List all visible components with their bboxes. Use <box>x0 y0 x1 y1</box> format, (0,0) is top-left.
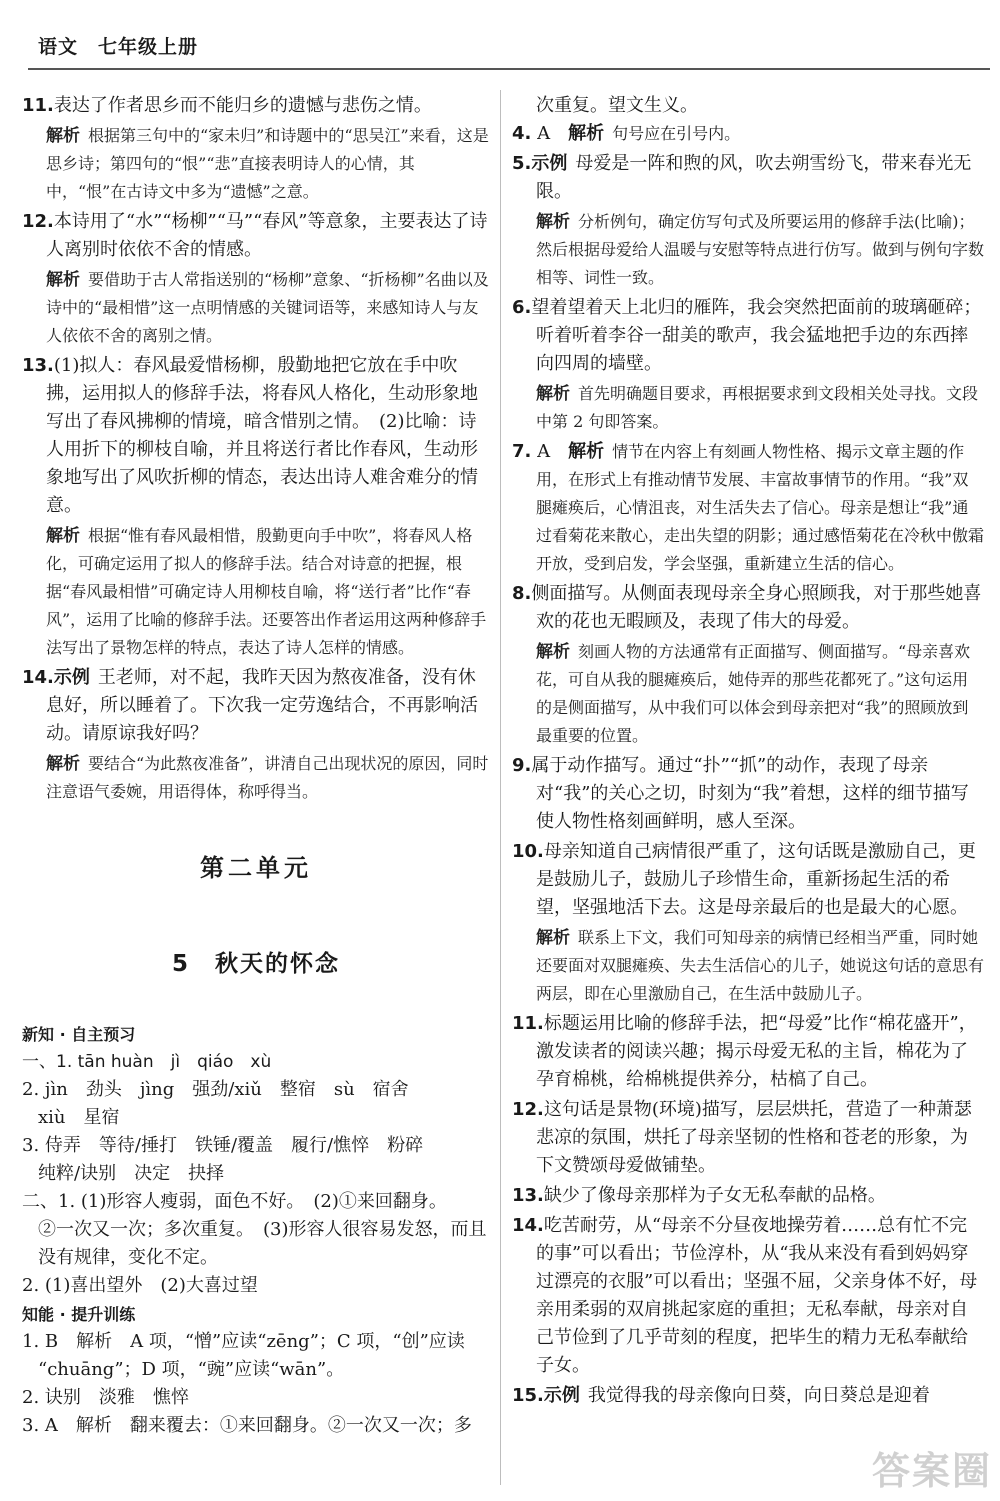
explanation-14: 解析 要结合“为此熬夜准备”，讲清自己出现状况的原因，同时注意语气委婉，用语得体，称呼得当。 <box>46 754 489 801</box>
header-title: 语文 七年级上册 <box>38 36 199 58</box>
preview-part2-item-1-cont: ②一次又一次；多次重复。 (3)形容人很容易发怒，而且没有规律，变化不定。 <box>38 1219 487 1268</box>
answer-13: 13.(1)拟人：春风最爱惜杨柳，殷勤地把它放在手中吹拂，运用拟人的修辞手法，将春风人格化，生动形象地写出了春风拂柳的情境，暗含惜别之情。 (2)比喻：诗人用折下的柳枝自喻，并且将送行者比作春风，生动形象地写出了风吹折柳的情态，表达出诗人难舍难分的情意。 <box>22 355 478 516</box>
watermark-logo <box>872 1440 992 1495</box>
training-item-3: 3. A 解析 翻来覆去：①来回翻身。②一次又一次；多 <box>22 1415 472 1436</box>
training-item-9: 9.属于动作描写。通过“扑”“抓”的动作，表现了母亲对“我”的关心之切，时刻为“我”着想，这样的细节描写使人物性格刻画鲜明，感人至深。 <box>512 755 969 832</box>
training-item-14: 14.吃苦耐劳，从“母亲不分昼夜地操劳着……总有忙不完的事”可以看出；节俭淳朴，从“我从来没有看到妈妈穿过漂亮的衣服”可以看出；坚强不屈，父亲身体不好，母亲用柔弱的双肩挑起家庭的重担；无私奉献，母亲对自己节俭到了几乎苛刻的程度，把毕生的精力无私奉献给子女。 <box>512 1215 978 1376</box>
right-column <box>512 92 984 1412</box>
answer-14: 14.示例 王老师，对不起，我昨天因为熬夜准备，没有休息好，所以睡着了。下次我一定劳逸结合，不再影响活动。请原谅我好吗？ <box>22 667 478 744</box>
preview-item-1: 一、1. tān huàn jì qiáo xù <box>22 1052 272 1072</box>
training-item-2: 2. 诀别 淡雅 憔悴 <box>22 1387 189 1408</box>
training-exp-6: 解析 首先明确题目要求，再根据要求到文段相关处寻找。文段中第 2 句即答案。 <box>536 384 979 431</box>
page-header <box>28 28 990 70</box>
training-exp-10: 解析 联系上下文，我们可知母亲的病情已经相当严重，同时她还要面对双腿瘫痪、失去生活信心的儿子，她说这句话的意思有两层，即在心里激励自己，在生活中鼓励儿子。 <box>536 928 985 1003</box>
training-item-12: 12.这句话是景物(环境)描写，层层烘托，营造了一种萧瑟悲凉的氛围，烘托了母亲坚韧的性格和苍老的形象，为下文赞颂母爱做铺垫。 <box>512 1099 972 1176</box>
answer-12: 12.本诗用了“水”“杨柳”“马”“春风”等意象，主要表达了诗人离别时依依不舍的情感。 <box>22 211 488 260</box>
training-item-5: 5.示例 母爱是一阵和煦的风，吹去朔雪纷飞，带来春光无限。 <box>512 153 972 202</box>
training-item-15: 15.示例 我觉得我的母亲像向日葵，向日葵总是迎着 <box>512 1385 930 1406</box>
training-item-10: 10.母亲知道自己病情很严重了，这句话既是激励自己，更是鼓励儿子，鼓励儿子珍惜生命，重新扬起生活的希望，坚强地活下去。这是母亲最后的也是最大的心愿。 <box>512 841 976 918</box>
preview-item-2-cont: xiù 星宿 <box>38 1107 120 1128</box>
preview-part2-item-2: 2. (1)喜出望外 (2)大喜过望 <box>22 1275 258 1296</box>
preview-part2-item-1: 二、1. (1)形容人瘦弱，面色不好。 (2)①来回翻身。 <box>22 1191 447 1212</box>
training-item-8: 8.侧面描写。从侧面表现母亲全身心照顾我，对于那些她喜欢的花也无暇顾及，表现了伟大的母爱。 <box>512 583 982 632</box>
preview-item-3-cont: 纯粹/诀别 决定 抉择 <box>38 1163 225 1184</box>
preview-item-3: 3. 侍弄 等待/捶打 铁锤/覆盖 履行/憔悴 粉碎 <box>22 1135 424 1156</box>
section-heading-preview: 新知 · 自主预习 <box>22 1025 136 1044</box>
section-heading-training: 知能 · 提升训练 <box>22 1305 136 1324</box>
explanation-11: 解析 根据第三句中的“家未归”和诗题中的“思吴江”来看，这是思乡诗；第四句的“恨”“悲”直接表明诗人的心情，其中，“恨”在古诗文中多为“遗憾”之意。 <box>46 126 489 201</box>
explanation-13: 解析 根据“惟有春风最相惜，殷勤更向手中吹”，将春风人格化，可确定运用了拟人的修辞手法。结合对诗意的把握，根据“春风最相惜”可确定诗人用柳枝自喻，将“送行者”比作“春风”，运用了比喻的修辞手法。还要答出作者运用这两种修辞手法写出了景物怎样的特点，表达了诗人怎样的情感。 <box>46 526 487 657</box>
answer-11: 11.表达了作者思乡而不能归乡的遗憾与悲伤之情。 <box>22 95 432 116</box>
explanation-12: 解析 要借助于古人常指送别的“杨柳”意象、“折杨柳”名曲以及诗中的“最相惜”这一点明情感的关键词语等，来感知诗人与友人依依不舍的离别之情。 <box>46 270 489 345</box>
training-item-3-cont: 次重复。望文生义。 <box>536 95 698 116</box>
training-item-4: 4. A 解析 句号应在引号内。 <box>512 123 741 144</box>
training-item-13: 13.缺少了像母亲那样为子女无私奉献的品格。 <box>512 1185 886 1206</box>
column-divider <box>500 90 501 1485</box>
training-item-1-cont: “chuāng”；D 项，“豌”应读“wān”。 <box>38 1359 345 1380</box>
left-column <box>22 92 490 1440</box>
lesson-title: 5 秋天的怀念 <box>171 951 340 977</box>
training-item-7: 7. A 解析 情节在内容上有刻画人物性格、揭示文章主题的作用，在形式上有推动情节发展、丰富故事情节的作用。“我”双腿瘫痪后，心情沮丧，对生活失去了信心。母亲是想让“我”通过看菊花来散心，走出失望的阴影；通过感悟菊花在冷秋中傲霜开放，受到启发，学会坚强，重新建立生活的信心。 <box>512 441 985 573</box>
training-item-1: 1. B 解析 A 项，“憎”应读“zēng”；C 项，“创”应读 <box>22 1331 465 1352</box>
preview-item-2: 2. jìn 劲头 jìng 强劲/xiǔ 整宿 sù 宿舍 <box>22 1079 409 1100</box>
watermark-text: 答案圈 <box>871 1449 992 1493</box>
unit-title: 第二单元 <box>200 854 312 882</box>
training-item-6: 6.望着望着天上北归的雁阵，我会突然把面前的玻璃砸碎；听着听着李谷一甜美的歌声，我会猛地把手边的东西摔向四周的墙壁。 <box>512 297 982 374</box>
training-item-11: 11.标题运用比喻的修辞手法，把“母爱”比作“棉花盛开”，激发读者的阅读兴趣；揭示母爱无私的主旨，棉花为了孕育棉桃，给棉桃提供养分，枯槁了自己。 <box>512 1013 977 1090</box>
training-exp-8: 解析 刻画人物的方法通常有正面描写、侧面描写。“母亲喜欢花，可自从我的腿瘫痪后，她侍弄的那些花都死了。”这句运用的是侧面描写，从中我们可以体会到母亲把对“我”的照顾放到最重要的位置。 <box>536 642 971 745</box>
training-exp-5: 解析 分析例句，确定仿写句式及所要运用的修辞手法(比喻)；然后根据母爱给人温暖与安慰等特点进行仿写。做到与例句字数相等、词性一致。 <box>536 212 985 287</box>
